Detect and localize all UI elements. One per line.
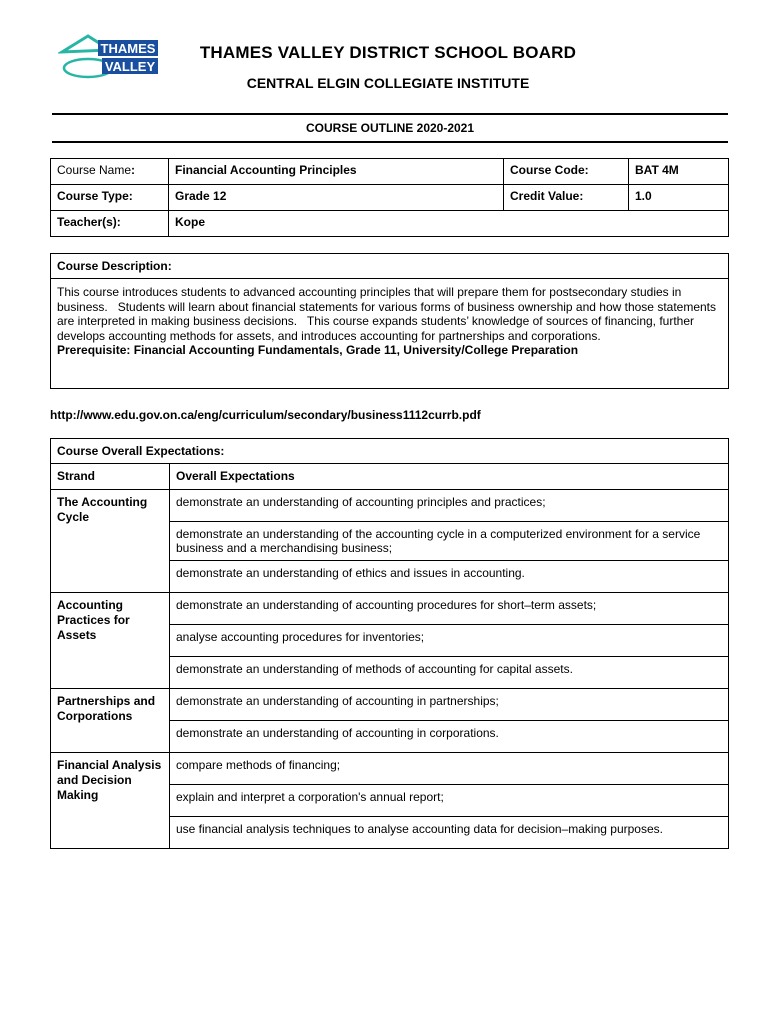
strand-name: Accounting Practices for Assets: [51, 593, 170, 689]
course-name-label: Course Name:: [51, 159, 169, 185]
table-row: [51, 159, 729, 185]
expectation-item: demonstrate an understanding of accounting in partnerships;: [170, 689, 729, 721]
expectation-item: analyse accounting procedures for inventories;: [170, 625, 729, 657]
credit-value-value: 1.0: [629, 185, 729, 211]
course-description-table: [50, 253, 729, 389]
table-row: [51, 185, 729, 211]
course-name-value: Financial Accounting Principles: [169, 159, 504, 185]
expectation-item: demonstrate an understanding of accounting procedures for short–term assets;: [170, 593, 729, 625]
teacher-label: Teacher(s):: [51, 211, 169, 237]
table-row: [51, 279, 729, 389]
expectation-item: compare methods of financing;: [170, 753, 729, 785]
expectations-heading: Course Overall Expectations:: [51, 439, 729, 464]
table-row: [51, 490, 729, 522]
description-heading: Course Description:: [51, 254, 729, 279]
teacher-value: Kope: [169, 211, 729, 237]
expectation-item: demonstrate an understanding of accounting in corporations.: [170, 721, 729, 753]
strand-name: The Accounting Cycle: [51, 490, 170, 593]
table-row: [51, 439, 729, 464]
description-text: This course introduces students to advanced accounting principles that will prepare them for postsecondary studies in business. Students will learn about financial statements for various forms of business ownership and how those statements are interpreted in making business decisions. This course expands students’ knowledge of sources of financing, further develops accounting methods for assets, and introduces accounting for partnerships and corporations.: [57, 285, 720, 343]
table-row: [51, 464, 729, 490]
strand-column-header: Strand: [51, 464, 170, 490]
course-type-label: Course Type:: [51, 185, 169, 211]
course-type-value: Grade 12: [169, 185, 504, 211]
divider-bottom: [52, 141, 728, 143]
expectations-table: [50, 438, 729, 849]
divider-top: [52, 113, 728, 115]
curriculum-link[interactable]: http://www.edu.gov.on.ca/eng/curriculum/secondary/business1112currb.pdf: [50, 408, 481, 422]
expectation-item: demonstrate an understanding of ethics and issues in accounting.: [170, 561, 729, 593]
prerequisite-text: Prerequisite: Financial Accounting Fundamentals, Grade 11, University/College Preparation: [57, 343, 579, 358]
svg-text:THAMES: THAMES: [100, 41, 156, 56]
course-code-label: Course Code:: [504, 159, 629, 185]
overall-column-header: Overall Expectations: [170, 464, 729, 490]
expectation-item: demonstrate an understanding of the accounting cycle in a computerized environment for a service business and a merchandising business;: [170, 522, 729, 561]
table-row: [51, 689, 729, 721]
expectation-item: demonstrate an understanding of methods of accounting for capital assets.: [170, 657, 729, 689]
strand-name: Partnerships and Corporations: [51, 689, 170, 753]
description-body: [51, 279, 729, 389]
table-row: [51, 753, 729, 785]
table-row: [51, 211, 729, 237]
expectation-item: use financial analysis techniques to analyse accounting data for decision–making purposes.: [170, 817, 729, 849]
school-name: CENTRAL ELGIN COLLEGIATE INSTITUTE: [246, 75, 530, 91]
outline-title: COURSE OUTLINE 2020-2021: [305, 121, 475, 135]
course-info-table: [50, 158, 729, 237]
table-row: [51, 254, 729, 279]
table-row: [51, 593, 729, 625]
svg-text:VALLEY: VALLEY: [104, 59, 156, 74]
board-title: THAMES VALLEY DISTRICT SCHOOL BOARD: [199, 43, 577, 62]
credit-value-label: Credit Value:: [504, 185, 629, 211]
expectation-item: demonstrate an understanding of accounting principles and practices;: [170, 490, 729, 522]
course-code-value: BAT 4M: [629, 159, 729, 185]
strand-name: Financial Analysis and Decision Making: [51, 753, 170, 849]
expectation-item: explain and interpret a corporation's annual report;: [170, 785, 729, 817]
